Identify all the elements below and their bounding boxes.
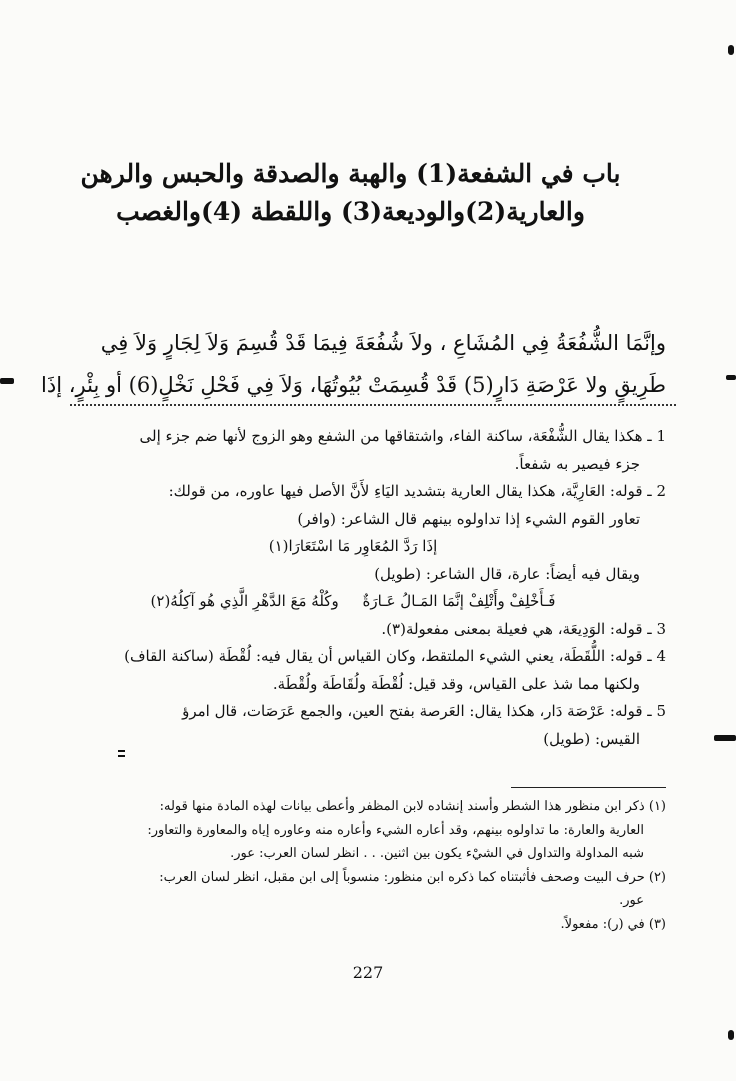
footnote-line: (١) ذكر ابن منظور هذا الشطر وأسند إنشاده لابن المظفر وأعطى بيانات لهذه المادة منها قوله: <box>159 799 666 814</box>
main-text <box>38 322 666 406</box>
scan-mark <box>728 45 734 55</box>
chapter-title <box>60 155 641 231</box>
note-line: تعاور القوم الشيء إذا تداولوه بينهم قال الشاعر: (وافر) <box>297 509 640 528</box>
main-text-line-1: وإنَّمَا الشُّفُعَةُ فِي المُشَاعِ ، ولاَ شُفُعَةَ فِيمَا قَدْ قُسِمَ وَلاَ لِجَارٍ وَلاَ فِي <box>100 331 666 355</box>
scan-mark <box>0 378 14 384</box>
note-line: ولكنها مما شذ على القياس، وقد قيل: لُقْطَة ولُقَاطَة ولُقْطَة. <box>272 674 640 693</box>
page-number: 227 <box>352 963 384 982</box>
scan-mark <box>714 735 736 741</box>
footnote-line: العارية والعارة: ما تداولوه بينهم، وقد أعاره الشيء وأعاره منه وعاوره إياه والمعاورة والتعاور: <box>147 822 644 838</box>
note-line: 1 ـ هكذا يقال الشُّفْعَة، ساكنة الفاء، واشتقاقها من الشفع وهو الزوج لأنها ضم جزء إلى <box>139 427 666 445</box>
note-verse: فَـأَخْلِفْ وأَتْلِفْ إنَّمَا المَـالُ عَـارَةٌ وكُلْهُ مَعَ الدَّهْرِ الَّذِي هُو آكِلُهُ(٢) <box>150 592 556 610</box>
footnotes <box>45 795 666 936</box>
footnote-line: عور. <box>619 893 644 908</box>
note-line: 5 ـ قوله: عَرْصَة دَار، هكذا يقال: العَرصة بفتح العين، والجمع عَرَصَات، قال امرؤ <box>182 702 666 720</box>
note-line: 3 ـ قوله: الوَدِيعَة، هي فعيلة بمعنى مفعولة(٣). <box>381 619 666 638</box>
scan-mark <box>118 755 125 757</box>
scan-mark <box>726 375 736 380</box>
note-verse: إذَا رَدَّ المُعَاوِر مَا اسْتَعَارَا(١) <box>268 537 438 555</box>
chapter-title-line-2: والعارية(2)والوديعة(3) واللقطة (4)والغصب <box>116 197 585 226</box>
note-line: جزء فيصير به شفعاً. <box>514 454 640 473</box>
note-line: 4 ـ قوله: اللُّقَطَة، يعني الشيء الملتقط، وكان القياس أن يقال فيه: لُقْطَة (ساكنة القاف) <box>124 647 666 665</box>
dotted-separator <box>70 404 676 406</box>
chapter-title-line-1: باب في الشفعة(1) والهبة والصدقة والحبس والرهن <box>80 159 621 188</box>
footnote-rule <box>511 787 666 788</box>
footnote-line: (٣) في (ر): مفعولاً. <box>560 916 666 932</box>
scan-mark <box>728 1030 734 1040</box>
note-line: القيس: (طويل) <box>543 729 640 748</box>
note-line: ويقال فيه أيضاً: عارة، قال الشاعر: (طويل) <box>374 564 640 583</box>
note-line: 2 ـ قوله: العَارِيَّة، هكذا يقال العارية بتشديد اليَاءِ لأَنَّ الأصل فيها عاوره، من قولك: <box>168 482 666 500</box>
footnote-line: (٢) حرف البيت وصحف فأثبتناه كما ذكره ابن منظور: منسوباً إلى ابن مقبل، انظر لسان العرب: <box>159 869 666 885</box>
main-text-line-2: طَرِيقٍ ولا عَرْصَةِ دَارٍ(5) قَدْ قُسِمَتْ بُيُوتُهَا، وَلاَ فِي فَحْلِ نَخْلٍ(6) أو بِئْرٍ، إذَا <box>41 373 666 397</box>
footnote-line: شبه المداولة والتداول في الشيْء يكون بين اثنين. . . انظر لسان العرب: عور. <box>230 846 644 861</box>
commentary-notes <box>40 423 666 753</box>
scan-mark <box>118 750 125 752</box>
